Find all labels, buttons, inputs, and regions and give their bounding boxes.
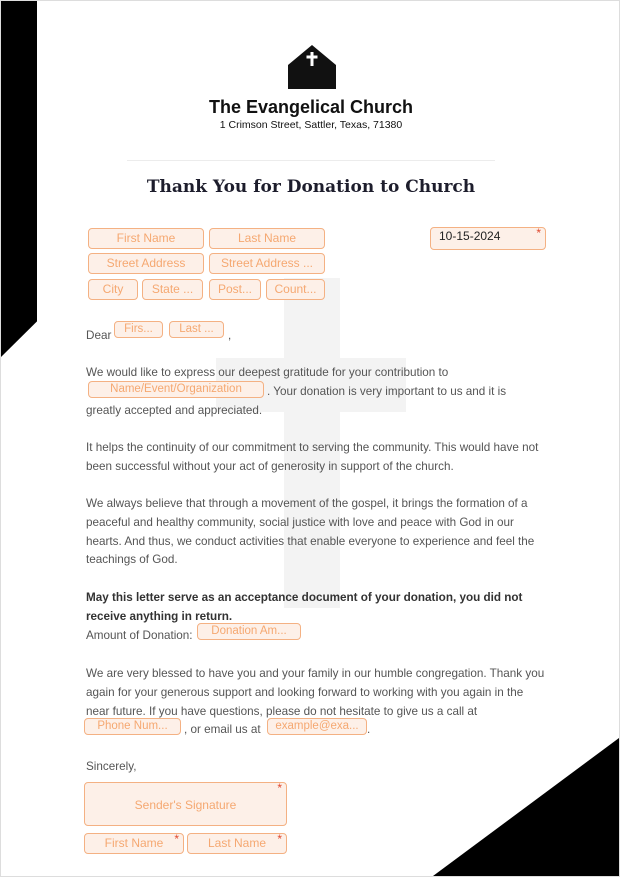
recipient-first-name-field[interactable]: First Name — [88, 228, 204, 249]
state-field[interactable]: State ... — [142, 279, 203, 300]
recipient-last-name-field[interactable]: Last Name — [209, 228, 325, 249]
country-field[interactable]: Count... — [266, 279, 325, 300]
sender-last-name-required-mark: * — [277, 833, 282, 846]
amount-of-donation-label: Amount of Donation: — [86, 629, 193, 642]
sender-last-name-field[interactable] — [187, 833, 287, 854]
signature-required-mark: * — [277, 782, 282, 795]
paragraph1-line2: . Your donation is very important to us and it is — [267, 385, 507, 398]
paragraph3: We always believe that through a movement of the gospel, it brings the formation of a peaceful and healthy community, social justice with love and peace with God in our hearts. And thus, we conduct activities that enable everyone to experience and feel the teachings of God. — [86, 497, 535, 567]
church-name: The Evangelical Church — [208, 97, 414, 117]
salutation-last-name-field[interactable]: Last ... — [169, 321, 224, 338]
sender-first-name-required-mark: * — [174, 833, 179, 846]
dear-label: Dear — [86, 329, 112, 342]
paragraph5-email-text: , or email us at — [184, 723, 261, 736]
paragraph5: We are very blessed to have you and your family in our humble congregation. Thank you again for your generous support and looking forward to working with you again in the near future. If you have questions, please do not hesitate to give us a call at — [86, 667, 545, 718]
salutation-comma: , — [228, 329, 232, 342]
paragraph5-period: . — [367, 723, 371, 736]
date-required-mark: * — [536, 227, 541, 240]
sincerely-label: Sincerely, — [86, 760, 137, 773]
church-address: 1 Crimson Street, Sattler, Texas, 71380 — [219, 119, 403, 131]
postal-code-field[interactable]: Post... — [209, 279, 261, 300]
street-address-line2-field[interactable]: Street Address ... — [209, 253, 325, 274]
donation-amount-field[interactable]: Donation Am... — [197, 623, 301, 640]
sender-last-name-placeholder: Last Name — [207, 836, 267, 850]
letter-title: Thank You for Donation to Church — [146, 177, 476, 197]
phone-number-field[interactable]: Phone Num... — [84, 718, 181, 735]
sender-first-name-field[interactable] — [84, 833, 184, 854]
header-divider — [127, 160, 495, 161]
salutation-first-name-field[interactable]: Firs... — [114, 321, 163, 338]
paragraph1-line1: We would like to express our deepest gratitude for your contribution to — [86, 366, 449, 379]
date-field[interactable] — [430, 227, 546, 250]
church-icon — [286, 43, 338, 89]
city-field[interactable]: City — [88, 279, 138, 300]
date-value: 10-15-2024 — [439, 229, 501, 243]
acceptance-statement: May this letter serve as an acceptance document of your donation, you did not receive anything in return. — [86, 591, 523, 623]
street-address-field[interactable]: Street Address — [88, 253, 204, 274]
sender-first-name-placeholder: First Name — [104, 836, 164, 850]
email-field[interactable]: example@exa... — [267, 718, 367, 735]
organization-field[interactable]: Name/Event/Organization — [88, 381, 264, 398]
paragraph1-line3: greatly accepted and appreciated. — [86, 404, 263, 417]
paragraph2: It helps the continuity of our commitment to serving the community. This would have not been successful without your act of generosity in support of the church. — [86, 441, 539, 473]
right-corner-decoration — [433, 738, 619, 876]
sender-signature-field[interactable] — [84, 782, 287, 826]
sender-signature-placeholder: Sender's Signature — [134, 798, 237, 812]
